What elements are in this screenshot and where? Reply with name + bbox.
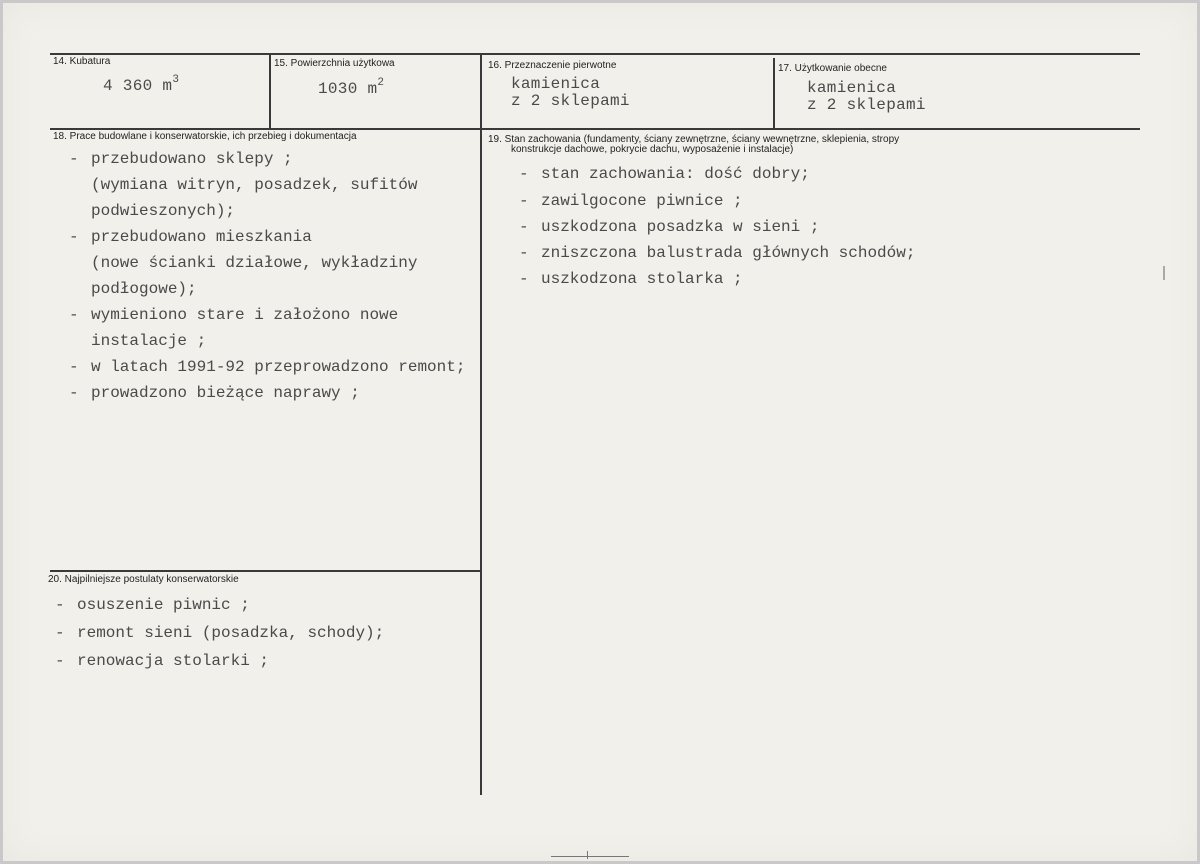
field-14-number: 4 360 m [103, 77, 173, 95]
field-15-number: 1030 m [318, 80, 378, 98]
list-item: instalacje ; [91, 332, 207, 350]
col-divider-main [480, 53, 482, 795]
field-14-value [103, 74, 180, 95]
bottom-tick-mark [551, 856, 629, 857]
top-rule [50, 53, 1140, 55]
field-14-label: 14. Kubatura [53, 56, 111, 67]
list-item: - uszkodzona stolarka ; [519, 270, 743, 288]
list-item: - remont sieni (posadzka, schody); [55, 624, 385, 642]
col-divider-3 [773, 58, 775, 129]
field-17-line1: kamienica [807, 79, 897, 97]
list-item: podwieszonych); [91, 202, 236, 220]
list-item: - uszkodzona posadzka w sieni ; [519, 218, 820, 236]
list-item: (nowe ścianki działowe, wykładziny [91, 254, 418, 272]
list-item: podłogowe); [91, 280, 197, 298]
list-item: - zniszczona balustrada głównych schodów; [519, 244, 916, 262]
list-item: - osuszenie piwnic ; [55, 596, 250, 614]
field-19-label-line1: 19. Stan zachowania (fundamenty, ściany zewnętrzne, ściany wewnętrzne, sklepienia, stropy [488, 134, 900, 145]
field-16-line1: kamienica [511, 75, 601, 93]
field-18-list [69, 146, 465, 406]
field-17-line2: z 2 sklepami [807, 96, 926, 114]
bottom-tick-mark-vertical [587, 851, 588, 859]
list-item: - przebudowano mieszkania [69, 228, 312, 246]
record-card [3, 3, 1197, 861]
row-divider [50, 128, 1140, 130]
section-20-divider [50, 570, 481, 572]
field-19-label-line2: konstrukcje dachowe, pokrycie dachu, wyposażenie i instalacje) [511, 144, 794, 155]
list-item: - w latach 1991-92 przeprowadzono remont; [69, 358, 466, 376]
list-item: - wymieniono stare i założono nowe [69, 306, 399, 324]
field-20-label: 20. Najpilniejsze postulaty konserwatorskie [48, 574, 239, 585]
list-item: - stan zachowania: dość dobry; [519, 165, 810, 183]
list-item: (wymiana witryn, posadzek, sufitów [91, 176, 418, 194]
list-item: - przebudowano sklepy ; [69, 150, 293, 168]
list-item: - prowadzono bieżące naprawy ; [69, 384, 360, 402]
field-16-label: 16. Przeznaczenie pierwotne [488, 60, 617, 71]
list-item: - renowacja stolarki ; [55, 652, 270, 670]
field-19-list [519, 160, 915, 292]
field-15-exponent: 2 [377, 77, 385, 89]
col-divider-1 [269, 53, 271, 129]
edge-mark [1163, 266, 1165, 280]
field-18-label: 18. Prace budowlane i konserwatorskie, ich przebieg i dokumentacja [53, 131, 357, 142]
field-20-list [55, 591, 384, 675]
field-17-label: 17. Użytkowanie obecne [778, 63, 887, 74]
field-15-label: 15. Powierzchnia użytkowa [274, 58, 395, 69]
list-item: - zawilgocone piwnice ; [519, 192, 743, 210]
field-15-value [318, 77, 385, 98]
field-16-line2: z 2 sklepami [511, 92, 630, 110]
field-14-exponent: 3 [172, 74, 180, 86]
